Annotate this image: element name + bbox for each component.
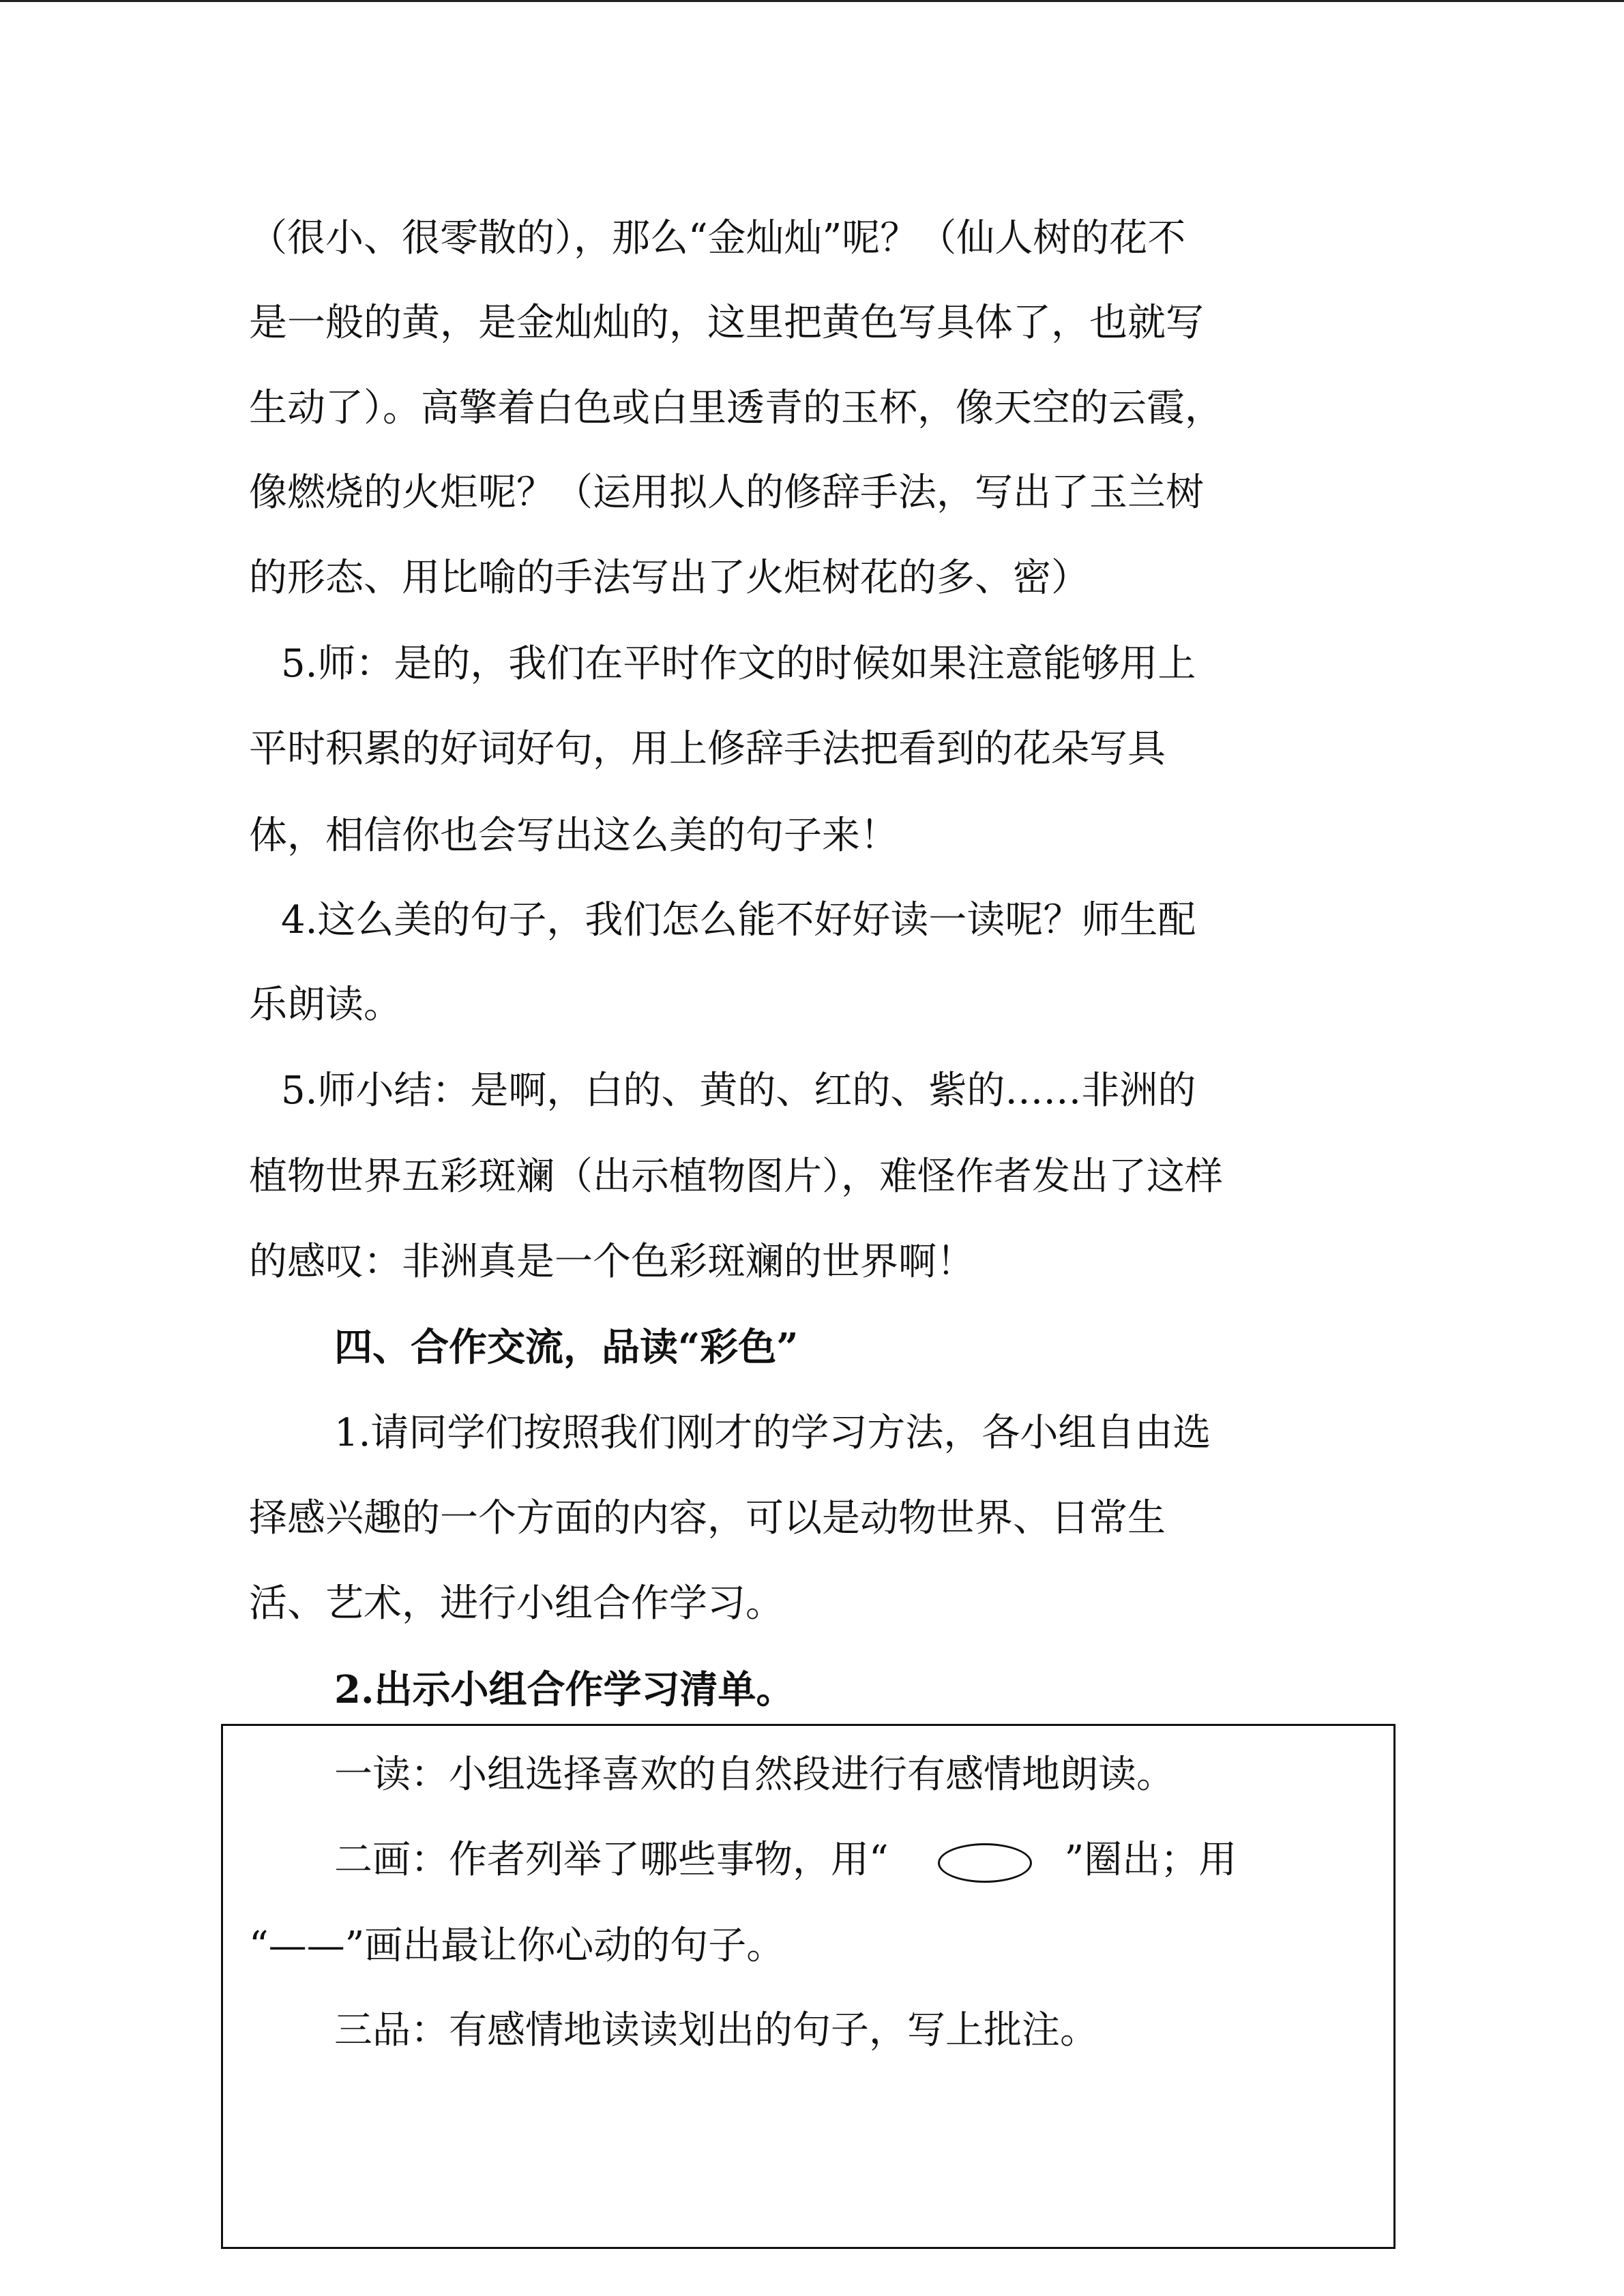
paragraph-3-line-1: 4.这么美的句子，我们怎么能不好好读一读呢？师生配	[281, 898, 1196, 942]
paragraph-2-line-2: 平时积累的好词好句，用上修辞手法把看到的花朵写具	[249, 727, 1166, 771]
paragraph-6: 2.出示小组合作学习清单。	[334, 1667, 795, 1712]
checklist-draw-line-2: “——”画出最让你心动的句子。	[249, 1924, 785, 1968]
checklist-savor: 三品：有感情地读读划出的句子，写上批注。	[334, 2008, 1098, 2053]
oval-circle-icon	[938, 1843, 1032, 1883]
checklist-draw-after: ”圈出；用	[1064, 1838, 1237, 1882]
paragraph-1-line-3: 生动了）。高擎着白色或白里透青的玉杯，像天空的云霞，	[249, 386, 1223, 430]
paragraph-2-line-1: 5.师：是的，我们在平时作文的时候如果注意能够用上	[281, 642, 1196, 686]
paragraph-5-line-2: 择感兴趣的一个方面的内容，可以是动物世界、日常生	[249, 1496, 1166, 1540]
checklist-read: 一读：小组选择喜欢的自然段进行有感情地朗读。	[334, 1753, 1175, 1797]
checklist-draw-line-1	[334, 1838, 1237, 1883]
checklist-draw-before: 二画：作者列举了哪些事物，用“	[334, 1838, 889, 1882]
section-heading: 四、合作交流，品读“彩色”	[334, 1325, 799, 1370]
paragraph-1-line-4: 像燃烧的火炬呢？（运用拟人的修辞手法，写出了玉兰树	[249, 471, 1204, 515]
paragraph-4-line-1: 5.师小结：是啊，白的、黄的、红的、紫的……非洲的	[281, 1069, 1196, 1113]
paragraph-1-line-1: （很小、很零散的），那么“金灿灿”呢？（仙人树的花不	[249, 216, 1186, 260]
paragraph-4-line-3: 的感叹：非洲真是一个色彩斑斓的世界啊！	[249, 1240, 975, 1284]
top-border-rule	[0, 0, 1624, 2]
paragraph-4-line-2: 植物世界五彩斑斓（出示植物图片），难怪作者发出了这样	[249, 1154, 1223, 1199]
group-study-checklist-box	[221, 1724, 1396, 2249]
paragraph-5-line-3: 活、艺术，进行小组合作学习。	[249, 1581, 784, 1626]
paragraph-5-line-1: 1.请同学们按照我们刚才的学习方法，各小组自由选	[334, 1411, 1211, 1455]
paragraph-2-line-3: 体，相信你也会写出这么美的句子来！	[249, 814, 898, 858]
paragraph-1-line-5: 的形态、用比喻的手法写出了火炬树花的多、密）	[249, 556, 1089, 600]
paragraph-1-line-2: 是一般的黄，是金灿灿的，这里把黄色写具体了，也就写	[249, 301, 1204, 345]
paragraph-3-line-2: 乐朗读。	[249, 983, 402, 1027]
